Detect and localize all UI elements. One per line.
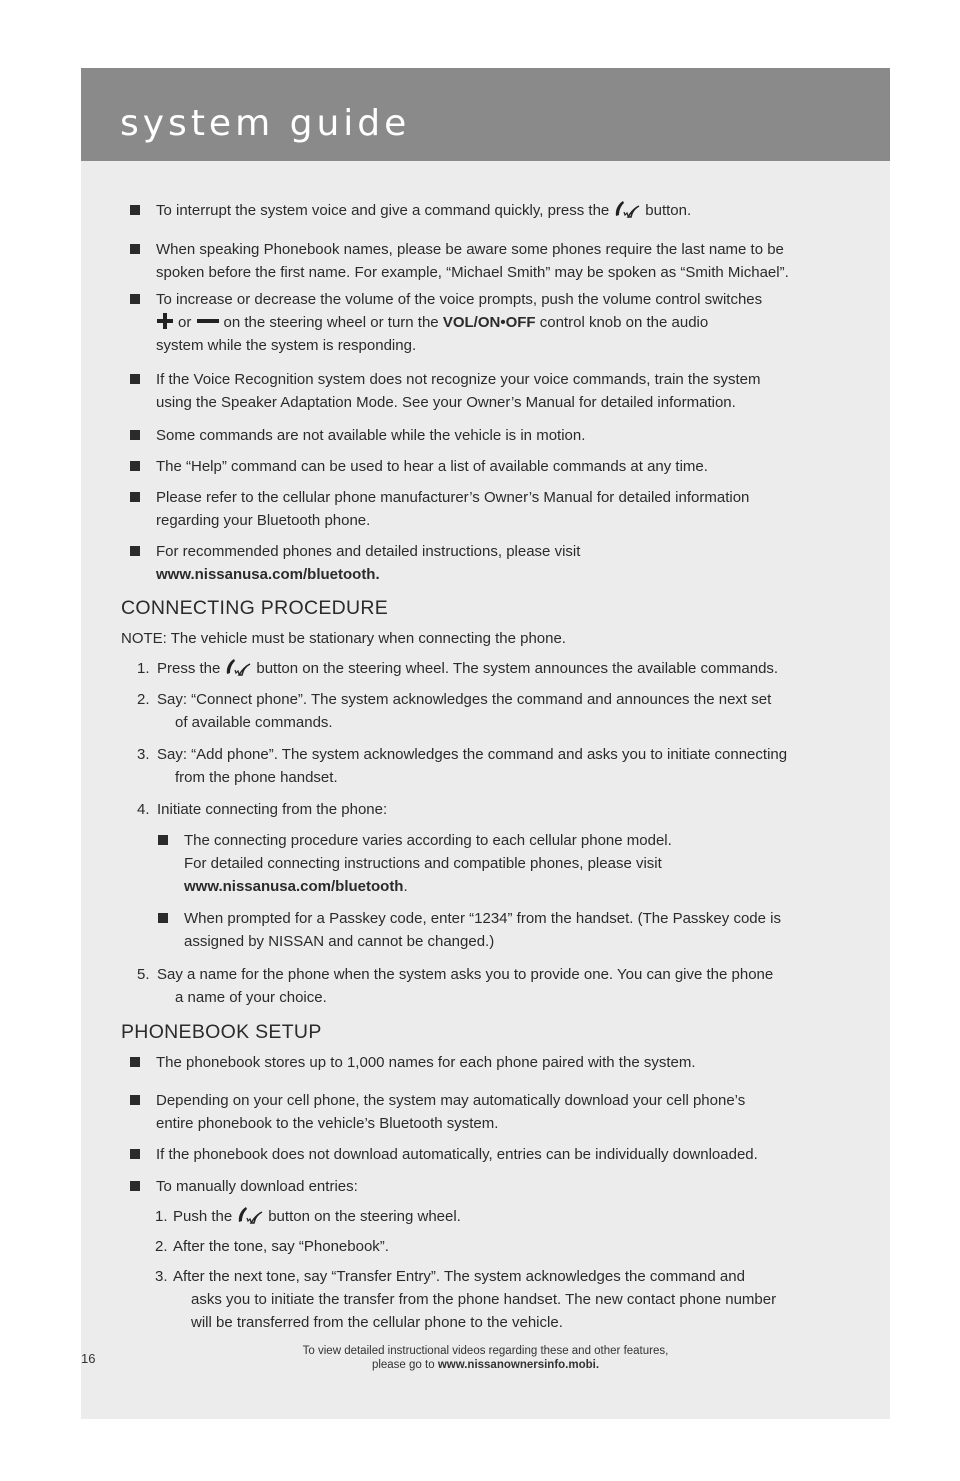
plus-icon — [156, 313, 174, 329]
phonebook-item-capacity: The phonebook stores up to 1,000 names for each phone paired with the system. — [156, 1054, 696, 1071]
bullet — [130, 1149, 140, 1159]
step-number: 3. — [155, 1268, 168, 1285]
phonebook-item-manual: To manually download entries: — [156, 1178, 358, 1195]
step-number: 2. — [137, 691, 150, 708]
bullet — [130, 244, 140, 254]
step-number: 3. — [137, 746, 150, 763]
bullet — [130, 1057, 140, 1067]
phonebook-item-individual: If the phonebook does not download automatically, entries can be individually downloaded. — [156, 1146, 758, 1163]
connecting-step-2: Say: “Connect phone”. The system acknowledges the command and announces the next set of available commands. — [157, 691, 772, 731]
connecting-step-5: Say a name for the phone when the system asks you to provide one. You can give the phone a name of your choice. — [157, 966, 774, 1006]
bullet — [130, 492, 140, 502]
page-title: system guide — [120, 103, 411, 144]
bullet — [130, 294, 140, 304]
phonebook-item-auto-download: Depending on your cell phone, the system may automatically download your cell phone’s entire phonebook to the vehicle’s Bluetooth system. — [156, 1092, 746, 1132]
owners-info-link[interactable]: www.nissanownersinfo.mobi. — [437, 1359, 600, 1371]
talk-button-icon — [224, 657, 252, 677]
page — [81, 68, 890, 1419]
connecting-step-1: Press the button on the steering wheel. The system announces the available commands. — [157, 657, 778, 680]
minus-icon — [196, 313, 220, 329]
bullet — [158, 835, 168, 845]
step-number: 5. — [137, 966, 150, 983]
connecting-step-4: Initiate connecting from the phone: — [157, 801, 388, 818]
bluetooth-link[interactable]: www.nissanusa.com/bluetooth — [184, 878, 404, 895]
tip-manufacturer: Please refer to the cellular phone manufacturer’s Owner’s Manual for detailed information regarding your Bluetooth phone. — [156, 489, 750, 529]
phonebook-step-2: After the tone, say “Phonebook”. — [173, 1238, 389, 1255]
bullet — [130, 1181, 140, 1191]
bullet — [130, 205, 140, 215]
tip-voice-recognition: If the Voice Recognition system does not recognize your voice commands, train the system using the Speaker Adaptation Mode. See your Owner’s Manual for detailed information. — [156, 371, 761, 411]
bullet — [130, 1095, 140, 1105]
footer-note: To view detailed instructional videos regarding these and other features, please go to www.nissanownersinfo.mobi. — [302, 1345, 669, 1371]
connecting-sub-passkey: When prompted for a Passkey code, enter “1234” from the handset. (The Passkey code is assigned by NISSAN and cannot be changed.) — [184, 910, 781, 950]
step-number: 2. — [155, 1238, 168, 1255]
talk-button-icon — [236, 1205, 264, 1225]
bullet — [130, 461, 140, 471]
connecting-sub-model: The connecting procedure varies according to each cellular phone model. For detailed connecting instructions and compatible phones, please visit www.nissanusa.com/bluetooth. — [184, 832, 672, 895]
phonebook-step-1: Push the button on the steering wheel. — [173, 1205, 461, 1228]
step-number: 1. — [155, 1208, 168, 1225]
tip-recommended-phones: For recommended phones and detailed instructions, please visit www.nissanusa.com/bluetooth. — [156, 543, 581, 583]
tip-motion: Some commands are not available while the vehicle is in motion. — [156, 427, 586, 444]
phonebook-step-3: After the next tone, say “Transfer Entry”. The system acknowledges the command and asks you to initiate the transfer from the phone handset. The new contact phone number will be transferred from the cellular phone to the vehicle. — [173, 1268, 777, 1331]
tip-volume: To increase or decrease the volume of the voice prompts, push the volume control switches or on the steering wheel or turn the VOL/ON•OFF control knob on the audio system while the system is responding. — [156, 291, 763, 354]
bullet — [130, 374, 140, 384]
step-number: 4. — [137, 801, 150, 818]
bullet — [130, 430, 140, 440]
page-header — [81, 68, 890, 161]
tip-phonebook-names: When speaking Phonebook names, please be aware some phones require the last name to be spoken before the first name. For example, “Michael Smith” may be spoken as “Smith Michael”. — [156, 241, 789, 281]
tip-interrupt: To interrupt the system voice and give a command quickly, press the button. — [156, 199, 691, 222]
bullet — [158, 913, 168, 923]
phonebook-setup-heading: PHONEBOOK SETUP — [121, 1021, 322, 1043]
tip-help: The “Help” command can be used to hear a list of available commands at any time. — [156, 458, 708, 475]
connecting-procedure-heading: CONNECTING PROCEDURE — [121, 597, 389, 619]
bullet — [130, 546, 140, 556]
connecting-step-3: Say: “Add phone”. The system acknowledges the command and asks you to initiate connecting from the phone handset. — [157, 746, 788, 786]
talk-button-icon — [613, 199, 641, 219]
volume-knob-label: VOL/ON•OFF — [442, 314, 536, 331]
step-number: 1. — [137, 660, 150, 677]
connecting-note: NOTE: The vehicle must be stationary when connecting the phone. — [121, 630, 566, 647]
page-number: 16 — [81, 1351, 96, 1366]
bluetooth-link[interactable]: www.nissanusa.com/bluetooth. — [156, 566, 380, 583]
